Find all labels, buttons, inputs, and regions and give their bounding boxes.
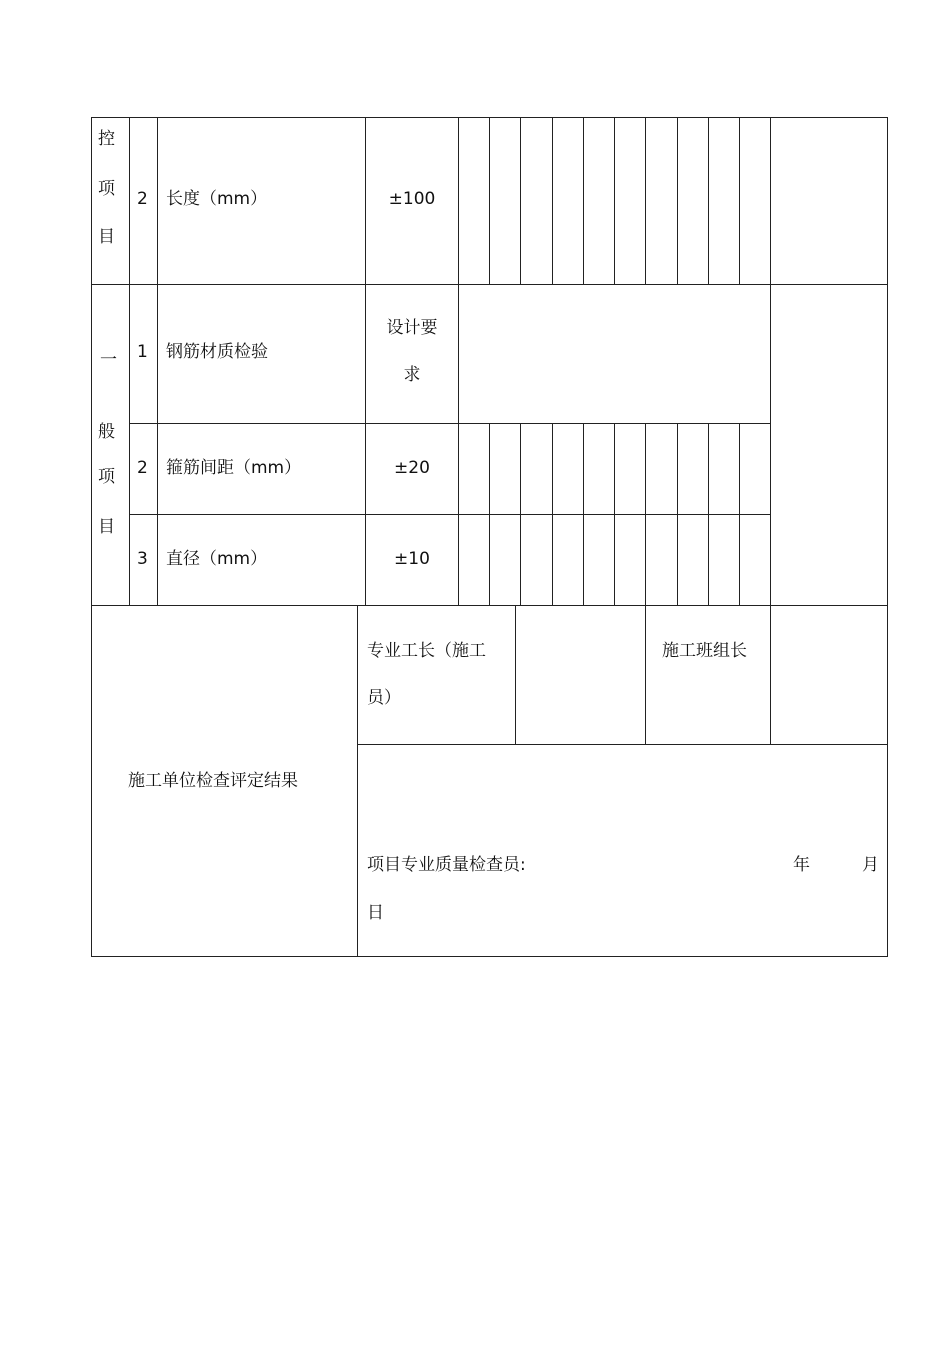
result-label: 施工单位检查评定结果 bbox=[128, 771, 298, 791]
rule bbox=[739, 423, 740, 605]
section-label-char: 般 bbox=[98, 422, 115, 442]
item-tolerance: ±20 bbox=[394, 458, 430, 478]
rule bbox=[129, 284, 130, 605]
item-number: 2 bbox=[137, 458, 148, 478]
foreman-label: 员） bbox=[367, 688, 401, 708]
rule bbox=[91, 956, 888, 957]
rule bbox=[887, 117, 888, 957]
rule bbox=[129, 514, 770, 515]
section-label-char: 目 bbox=[98, 227, 115, 247]
rule bbox=[677, 117, 678, 284]
item-requirement: 求 bbox=[403, 365, 421, 385]
rule bbox=[645, 117, 646, 284]
rule bbox=[739, 117, 740, 284]
rule bbox=[552, 423, 553, 605]
rule bbox=[157, 117, 158, 605]
section-label-char: 项 bbox=[98, 179, 115, 199]
rule bbox=[91, 284, 888, 285]
item-number: 3 bbox=[137, 549, 148, 569]
item-tolerance: ±10 bbox=[394, 549, 430, 569]
rule bbox=[129, 117, 130, 284]
year-label: 年 bbox=[793, 855, 810, 875]
rule bbox=[91, 605, 888, 606]
rule bbox=[357, 605, 358, 957]
rule bbox=[129, 423, 770, 424]
rule bbox=[552, 117, 553, 284]
item-name: 箍筋间距（mm） bbox=[166, 458, 302, 478]
day-label: 日 bbox=[367, 903, 384, 923]
rule bbox=[489, 423, 490, 605]
item-tolerance: ±100 bbox=[388, 189, 436, 209]
rule bbox=[645, 605, 646, 744]
team-leader-label: 施工班组长 bbox=[662, 641, 747, 661]
rule bbox=[614, 117, 615, 284]
item-name: 长度（mm） bbox=[166, 189, 268, 209]
rule bbox=[708, 423, 709, 605]
item-number: 2 bbox=[137, 189, 148, 209]
rule bbox=[708, 117, 709, 284]
month-label: 月 bbox=[862, 855, 879, 875]
item-name: 钢筋材质检验 bbox=[166, 342, 268, 362]
inspector-label: 项目专业质量检查员: bbox=[367, 855, 526, 875]
section-label-char: 项 bbox=[98, 467, 115, 487]
section-label-char: 控 bbox=[98, 129, 115, 149]
rule bbox=[357, 744, 888, 745]
rule bbox=[770, 605, 771, 744]
item-number: 1 bbox=[137, 342, 148, 362]
rule bbox=[91, 117, 92, 957]
rule bbox=[515, 605, 516, 744]
rule bbox=[458, 117, 459, 605]
section-label-char: 目 bbox=[98, 517, 115, 537]
rule bbox=[520, 117, 521, 284]
rule bbox=[520, 423, 521, 605]
rule bbox=[489, 117, 490, 284]
section-label-char: 一 bbox=[100, 350, 117, 370]
foreman-label: 专业工长（施工 bbox=[367, 641, 486, 661]
rule bbox=[583, 423, 584, 605]
rule bbox=[677, 423, 678, 605]
rule bbox=[614, 423, 615, 605]
rule bbox=[645, 423, 646, 605]
item-requirement: 设计要 bbox=[386, 318, 438, 338]
rule bbox=[770, 117, 771, 605]
item-name: 直径（mm） bbox=[166, 549, 268, 569]
rule bbox=[583, 117, 584, 284]
